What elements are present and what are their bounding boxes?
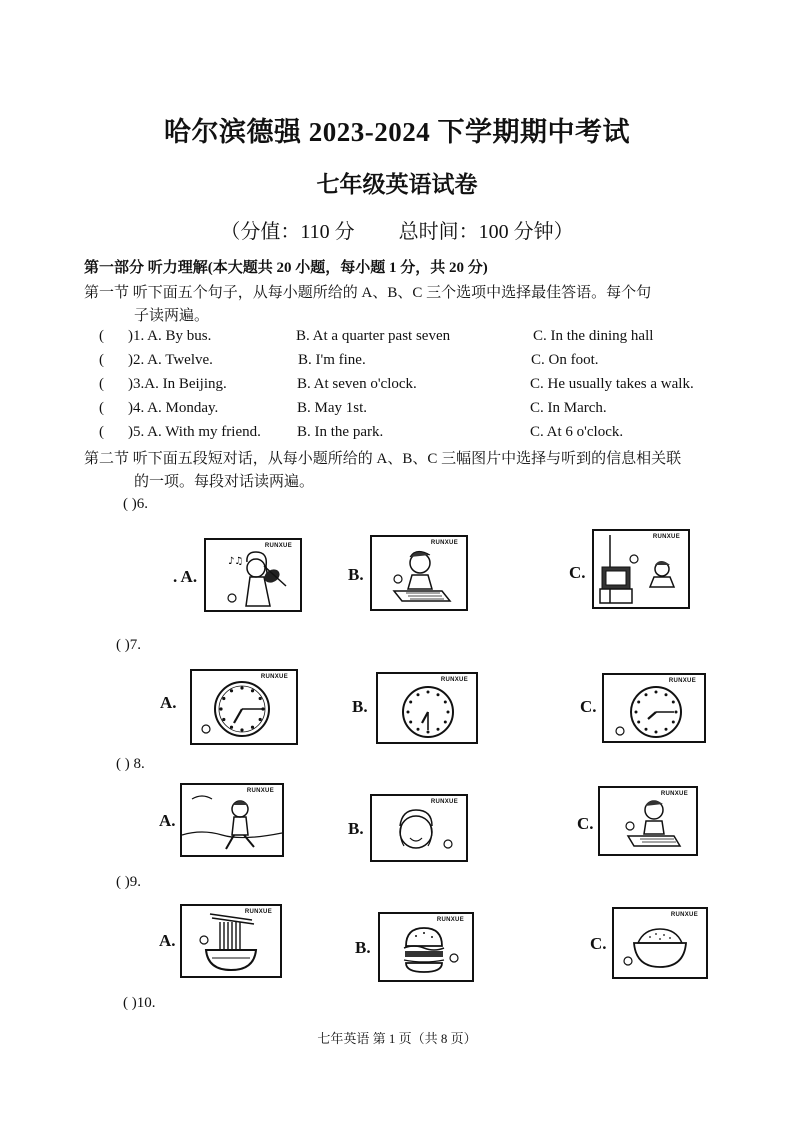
boy-writing-icon [372, 537, 466, 609]
option-a: )5. A. With my friend. [128, 424, 261, 440]
question-10-label: ( )10. [123, 995, 156, 1011]
violin-girl-icon [206, 540, 300, 610]
q6-option-c-tv-picture[interactable] [592, 529, 690, 609]
section2-instruction: 第二节 听下面五段短对话，从每小题所给的 A、B、C 三幅图片中选择与听到的信息相关联 [84, 451, 682, 467]
q7-option-b-label: B. [352, 697, 368, 716]
page-footer: 七年英语 第 1 页（共 8 页） [317, 1031, 477, 1046]
answer-blank[interactable]: ( [99, 400, 104, 416]
question-7-label: ( )7. [116, 637, 141, 653]
exam-subtitle: 七年级英语试卷 [316, 172, 478, 197]
q9-option-a-noodles-picture[interactable] [180, 904, 282, 978]
brand-mark: RUNXUE [440, 677, 468, 683]
brand-mark: RUNXUE [430, 540, 458, 546]
part1-heading: 第一部分 听力理解(本大题共 20 小题，每小题 1 分，共 20 分) [84, 260, 488, 276]
question-6-label: ( )6. [123, 496, 148, 512]
q6-option-b-label: B. [348, 565, 364, 584]
q8-option-a-running-picture[interactable] [180, 783, 284, 857]
option-a: )2. A. Twelve. [128, 352, 213, 368]
section2-instruction-cont: 的一项。每段对话读两遍。 [134, 474, 315, 490]
q8-option-c-homework-picture[interactable] [598, 786, 698, 856]
option-c: C. In the dining hall [533, 328, 654, 344]
q9-option-b-hamburger-picture[interactable] [378, 912, 474, 982]
brand-mark: RUNXUE [668, 678, 696, 684]
question-9-label: ( )9. [116, 874, 141, 890]
boy-running-icon [182, 785, 282, 855]
question-8-label: ( ) 8. [116, 756, 145, 772]
svg-text:♪♫: ♪♫ [228, 556, 244, 567]
q8-option-b-label: B. [348, 819, 364, 838]
q8-option-b-brushing-picture[interactable] [370, 794, 468, 862]
score-line [0, 215, 794, 244]
brand-mark: RUNXUE [264, 543, 292, 549]
option-b: B. At seven o'clock. [297, 376, 417, 392]
answer-blank[interactable]: ( [99, 328, 104, 344]
q6-option-a-violin-picture[interactable] [204, 538, 302, 612]
q7-option-c-label: C. [580, 697, 597, 716]
answer-blank[interactable]: ( [99, 376, 104, 392]
q7-option-b-clock-picture[interactable] [376, 672, 478, 744]
q6-option-a-label: . A. [173, 567, 198, 586]
q9-option-a-label: A. [159, 931, 176, 950]
section1-instruction-cont: 子读两遍。 [134, 308, 210, 324]
brand-mark: RUNXUE [652, 534, 680, 540]
tv-watching-icon [594, 531, 688, 607]
option-a: )4. A. Monday. [128, 400, 219, 416]
q9-option-c-label: C. [590, 934, 607, 953]
option-a: )3.A. In Beijing. [128, 376, 227, 392]
clock-icon [192, 671, 296, 743]
clock-icon [604, 675, 704, 741]
option-c: C. At 6 o'clock. [530, 424, 624, 440]
exam-title: 哈尔滨德强 2023-2024 下学期期中考试 [164, 117, 630, 147]
q6-option-c-label: C. [569, 563, 586, 582]
option-b: B. At a quarter past seven [296, 328, 451, 344]
q7-option-a-clock-picture[interactable] [190, 669, 298, 745]
q7-option-c-clock-picture[interactable] [602, 673, 706, 743]
q7-option-a-label: A. [160, 693, 177, 712]
clock-icon [378, 674, 476, 742]
noodles-icon [182, 906, 280, 976]
option-b: B. May 1st. [297, 400, 368, 416]
score-value: （分值：110 分 [220, 221, 355, 243]
option-b: B. In the park. [297, 424, 384, 440]
q9-option-b-label: B. [355, 938, 371, 957]
section1-instruction: 第一节 听下面五个句子，从每小题所给的 A、B、C 三个选项中选择最佳答语。每个句 [84, 285, 652, 301]
girl-washing-icon [372, 796, 466, 860]
brand-mark: RUNXUE [670, 912, 698, 918]
brand-mark: RUNXUE [660, 791, 688, 797]
brand-mark: RUNXUE [260, 674, 288, 680]
total-time: 总时间：100 分钟） [398, 221, 574, 243]
brand-mark: RUNXUE [436, 917, 464, 923]
hamburger-icon [380, 914, 472, 980]
boy-writing-icon [600, 788, 696, 854]
option-a: )1. A. By bus. [128, 328, 212, 344]
brand-mark: RUNXUE [246, 788, 274, 794]
option-b: B. I'm fine. [298, 352, 366, 368]
answer-blank[interactable]: ( [99, 352, 104, 368]
answer-blank[interactable]: ( [99, 424, 104, 440]
q9-option-c-rice-picture[interactable] [612, 907, 708, 979]
q8-option-c-label: C. [577, 814, 594, 833]
brand-mark: RUNXUE [244, 909, 272, 915]
rice-bowl-icon [614, 909, 706, 977]
option-c: C. On foot. [531, 352, 599, 368]
option-c: C. He usually takes a walk. [530, 376, 694, 392]
option-c: C. In March. [530, 400, 607, 416]
q6-option-b-writing-picture[interactable] [370, 535, 468, 611]
q8-option-a-label: A. [159, 811, 176, 830]
brand-mark: RUNXUE [430, 799, 458, 805]
